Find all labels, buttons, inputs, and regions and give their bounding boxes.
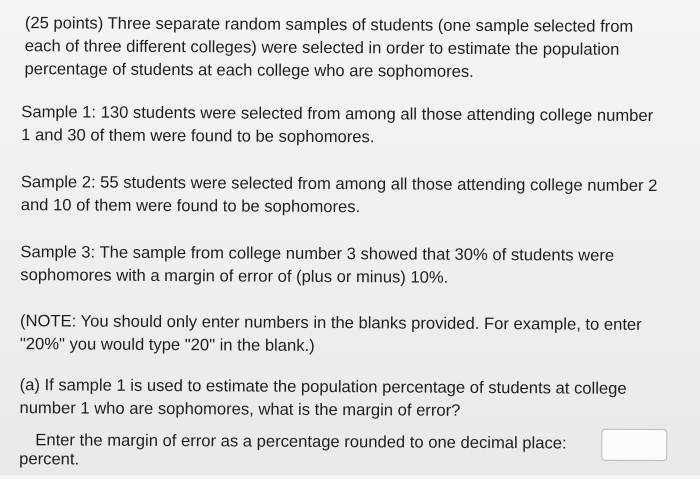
- note-line-2: "20%" you would type "20" in the blank.): [19, 334, 315, 355]
- question-intro: [25, 11, 695, 84]
- margin-of-error-input[interactable]: [601, 429, 667, 461]
- part-a-line-2: number 1 who are sophomores, what is the margin of error?: [19, 398, 461, 420]
- intro-line-3: percentage of students at each college who are sophomores.: [24, 59, 474, 81]
- part-a-line-1: (a) If sample 1 is used to estimate the population percentage of students at college: [19, 375, 627, 398]
- intro-line-2: each of three different colleges) were selected in order to estimate the population: [24, 36, 620, 59]
- sample-3-line-2: sophomores with a margin of error of (plus or minus) 10%.: [20, 265, 449, 287]
- sample-3-line-1: Sample 3: The sample from college number 3 showed that 30% of students were: [20, 242, 615, 265]
- percent-label: percent.: [19, 449, 80, 469]
- sample-1-line-2: 1 and 30 of them were found to be sophomores.: [21, 125, 375, 147]
- note-line-1: (NOTE: You should only enter numbers in the blanks provided. For example, to enter: [19, 311, 642, 334]
- sample-2-text: [21, 170, 697, 220]
- sample-1-text: [21, 100, 689, 150]
- sample-2-line-2: and 10 of them were found to be sophomores.: [20, 195, 361, 217]
- sample-2-line-1: Sample 2: 55 students were selected from among all those attending college number 2: [20, 172, 658, 196]
- answer-instruction: Enter the margin of error as a percentage rounded to one decimal place:: [35, 430, 567, 453]
- note-text: [20, 309, 690, 359]
- sample-3-text: [20, 240, 670, 290]
- sample-1-line-1: Sample 1: 130 students were selected from among all those attending college number: [21, 102, 654, 125]
- intro-line-1: (25 points) Three separate random samples of students (one sample selected from: [24, 13, 634, 36]
- part-a-question: [19, 373, 689, 423]
